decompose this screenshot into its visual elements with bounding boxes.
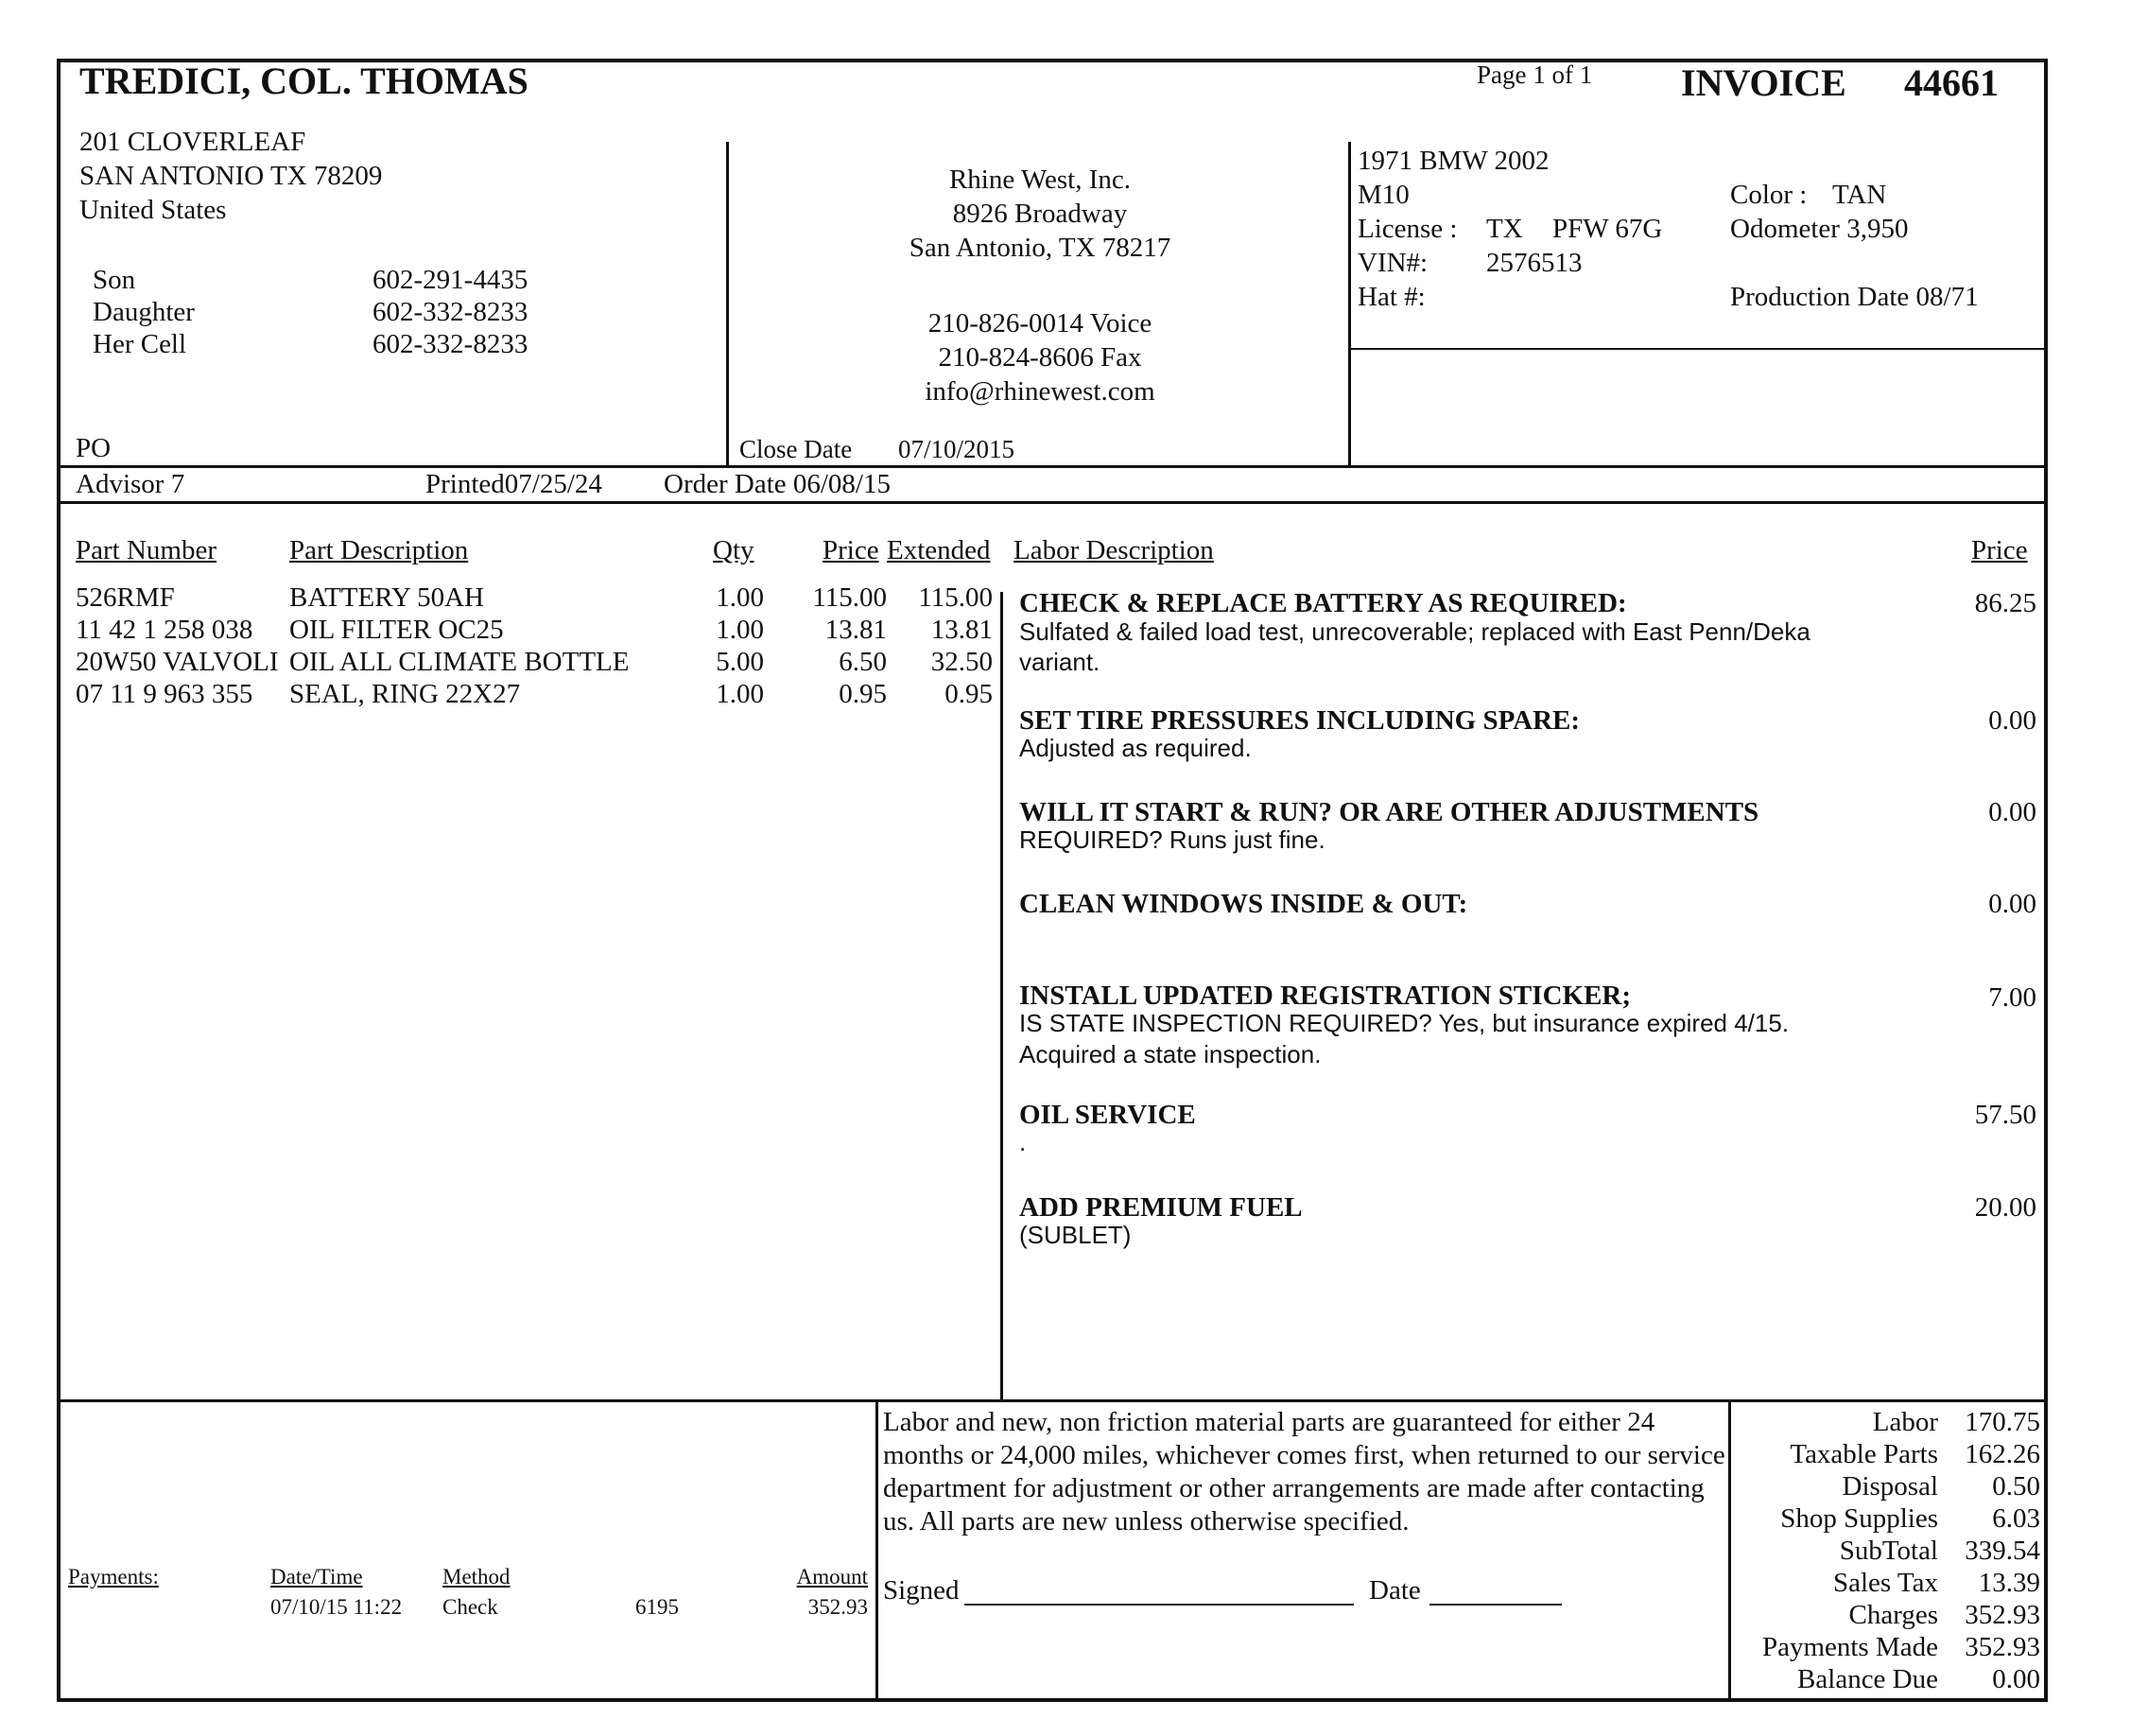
outer-border-bottom (57, 1698, 2048, 1702)
labor-item-detail: variant. (1019, 648, 1100, 676)
part-description: BATTERY 50AH (289, 582, 484, 613)
total-value: 352.93 (1965, 1632, 2040, 1662)
part-number: 20W50 VALVOLI (76, 647, 279, 677)
contact-label: Daughter (93, 297, 195, 327)
shop-email: info@rhinewest.com (925, 376, 1155, 407)
total-label: Sales Tax (1832, 1568, 1938, 1598)
part-description: OIL ALL CLIMATE BOTTLE (289, 647, 630, 677)
labor-item-detail: Adjusted as required. (1019, 734, 1252, 762)
labor-item-price: 20.00 (1974, 1192, 2036, 1223)
labor-header-price: Price (1971, 535, 2028, 565)
payment-reference: 6195 (635, 1595, 679, 1619)
total-value: 352.93 (1965, 1600, 2040, 1630)
divider-meta-bottom (57, 501, 2048, 504)
close-date-label: Close Date (739, 435, 853, 463)
vehicle-model: M10 (1358, 180, 1410, 210)
parts-header-description: Part Description (289, 535, 469, 565)
labor-item-detail: REQUIRED? Runs just fine. (1019, 825, 1325, 854)
part-price: 115.00 (812, 582, 887, 613)
shop-info (851, 163, 1229, 408)
payment-amount: 352.93 (807, 1595, 868, 1619)
close-date: 07/10/2015 (898, 435, 1015, 463)
po-label: PO (76, 433, 112, 463)
odometer: Odometer 3,950 (1730, 214, 1909, 244)
address-line: SAN ANTONIO TX 78209 (79, 161, 383, 191)
total-value: 170.75 (1965, 1407, 2040, 1437)
labor-item-price: 0.00 (1988, 705, 2036, 736)
divider-shop-left (726, 142, 729, 465)
invoice-number: 44661 (1904, 61, 1999, 104)
total-label: Shop Supplies (1780, 1503, 1938, 1534)
color-value: TAN (1832, 180, 1887, 210)
labor-item-price: 57.50 (1974, 1100, 2036, 1130)
total-value: 0.50 (1992, 1471, 2040, 1502)
shop-street: 8926 Broadway (952, 199, 1128, 229)
contact-label: Her Cell (93, 329, 187, 359)
warranty-text (883, 1405, 1725, 1537)
part-extended: 0.95 (944, 679, 993, 709)
signature-date-line[interactable] (1429, 1604, 1562, 1606)
vin-label: VIN#: (1358, 248, 1429, 278)
contact-labels (93, 263, 195, 359)
divider-footer-right (1728, 1399, 1731, 1700)
total-label: Taxable Parts (1790, 1439, 1938, 1469)
total-label: Payments Made (1761, 1632, 1938, 1662)
totals-labels (1736, 1405, 1938, 1694)
labor-item-title: ADD PREMIUM FUEL (1019, 1192, 1303, 1223)
address-line: 201 CLOVERLEAF (79, 127, 306, 157)
warranty-line: department for adjustment or other arrangements are made after contacting (883, 1473, 1705, 1503)
parts-price-column (785, 581, 887, 709)
total-value: 0.00 (1992, 1664, 2040, 1694)
divider-vehicle-bottom (1348, 348, 2048, 350)
hat-label: Hat #: (1358, 282, 1426, 312)
parts-header-extended: Extended (887, 535, 991, 565)
advisor: Advisor 7 (76, 469, 185, 499)
page-indicator: Page 1 of 1 (1477, 61, 1593, 89)
parts-header-number: Part Number (76, 535, 217, 565)
total-label: Charges (1848, 1600, 1938, 1630)
part-number: 07 11 9 963 355 (76, 679, 253, 709)
payments-label: Payments: (68, 1565, 159, 1588)
outer-border-right (2044, 59, 2048, 1702)
total-value: 13.39 (1978, 1568, 2040, 1598)
production-date: Production Date 08/71 (1730, 282, 1979, 312)
labor-item-detail: Acquired a state inspection. (1019, 1040, 1322, 1068)
total-label: Disposal (1842, 1471, 1938, 1502)
part-extended: 32.50 (930, 647, 993, 677)
payment-datetime: 07/10/15 11:22 (270, 1595, 403, 1619)
shop-fax: 210-824-8606 Fax (938, 342, 1142, 373)
labor-item-price: 0.00 (1988, 797, 2036, 827)
warranty-line: Labor and new, non friction material parts are guaranteed for either 24 (883, 1407, 1655, 1437)
payments-header-datetime: Date/Time (270, 1565, 363, 1588)
labor-item-title: CHECK & REPLACE BATTERY AS REQUIRED: (1019, 588, 1627, 618)
part-number: 526RMF (76, 582, 175, 613)
contact-label: Son (93, 265, 136, 295)
labor-item-title: SET TIRE PRESSURES INCLUDING SPARE: (1019, 705, 1581, 736)
divider-shop-right (1348, 142, 1351, 465)
signed-label: Signed (883, 1575, 960, 1606)
license-label: License : (1358, 214, 1458, 244)
license-state: TX (1486, 214, 1523, 244)
signature-line[interactable] (964, 1604, 1354, 1606)
part-price: 6.50 (839, 647, 887, 677)
labor-item-price: 0.00 (1988, 889, 2036, 919)
part-price: 13.81 (824, 615, 887, 645)
labor-item-title: CLEAN WINDOWS INSIDE & OUT: (1019, 889, 1468, 919)
labor-item-detail: IS STATE INSPECTION REQUIRED? Yes, but insurance expired 4/15. (1019, 1009, 1790, 1037)
contact-phone: 602-332-8233 (372, 297, 528, 327)
license-plate: PFW 67G (1552, 214, 1663, 244)
shop-name: Rhine West, Inc. (948, 165, 1132, 195)
payments-header-amount: Amount (796, 1565, 868, 1588)
part-extended: 115.00 (918, 582, 993, 613)
divider-parts-labor (1000, 592, 1003, 1401)
customer-name: TREDICI, COL. THOMAS (79, 60, 528, 102)
total-label: SubTotal (1839, 1536, 1938, 1566)
part-qty: 1.00 (716, 615, 764, 645)
order-date: Order Date 06/08/15 (664, 469, 891, 499)
divider-meta-top (57, 465, 2048, 468)
labor-item-detail: Sulfated & failed load test, unrecoverable; replaced with East Penn/Deka (1019, 617, 1810, 646)
warranty-line: us. All parts are new unless otherwise specified. (883, 1506, 1410, 1536)
part-qty: 1.00 (716, 582, 764, 613)
contact-phones (372, 263, 528, 359)
labor-item-price: 86.25 (1974, 588, 2036, 618)
total-value: 6.03 (1992, 1503, 2040, 1534)
labor-item-price: 7.00 (1988, 982, 2036, 1013)
customer-address (79, 125, 382, 227)
part-price: 0.95 (839, 679, 887, 709)
invoice-label: INVOICE (1681, 61, 1846, 104)
total-value: 339.54 (1965, 1536, 2040, 1566)
parts-header-price: Price (823, 535, 879, 565)
part-extended: 13.81 (930, 615, 993, 645)
labor-header-description: Labor Description (1013, 535, 1214, 565)
contact-phone: 602-291-4435 (372, 265, 528, 295)
parts-header-qty: Qty (713, 535, 754, 565)
part-number: 11 42 1 258 038 (76, 615, 253, 645)
labor-item-title: WILL IT START & RUN? OR ARE OTHER ADJUSTMENTS (1019, 797, 1759, 827)
warranty-line: months or 24,000 miles, whichever comes first, when returned to our service (883, 1440, 1725, 1470)
parts-description-column (289, 581, 629, 709)
labor-item-title: INSTALL UPDATED REGISTRATION STICKER; (1019, 981, 1632, 1011)
shop-voice: 210-826-0014 Voice (927, 308, 1152, 339)
part-qty: 5.00 (716, 647, 764, 677)
vin-value: 2576513 (1486, 248, 1583, 278)
labor-item-detail: . (1019, 1128, 1027, 1156)
contact-phone: 602-332-8233 (372, 329, 528, 359)
total-label: Balance Due (1797, 1664, 1938, 1694)
payment-method: Check (442, 1595, 498, 1619)
labor-item-title: OIL SERVICE (1019, 1100, 1196, 1130)
part-description: SEAL, RING 22X27 (289, 679, 521, 709)
totals-values (1944, 1405, 2040, 1694)
divider-footer-left (875, 1399, 878, 1700)
shop-city: San Antonio, TX 78217 (909, 233, 1171, 263)
labor-item-detail: (SUBLET) (1019, 1221, 1132, 1249)
outer-border-left (57, 59, 61, 1702)
signature-date-label: Date (1369, 1575, 1421, 1606)
printed-date: Printed07/25/24 (425, 469, 602, 499)
parts-number-column (76, 581, 287, 709)
divider-body-footer (57, 1399, 2048, 1402)
parts-qty-column (690, 581, 764, 709)
total-label: Labor (1872, 1407, 1938, 1437)
color-label: Color : (1730, 180, 1808, 210)
address-line: United States (79, 195, 227, 225)
part-qty: 1.00 (716, 679, 764, 709)
payments-header-method: Method (442, 1565, 511, 1588)
part-description: OIL FILTER OC25 (289, 615, 504, 645)
total-value: 162.26 (1965, 1439, 2040, 1469)
parts-extended-column (889, 581, 993, 709)
vehicle-description: 1971 BMW 2002 (1358, 146, 1550, 176)
